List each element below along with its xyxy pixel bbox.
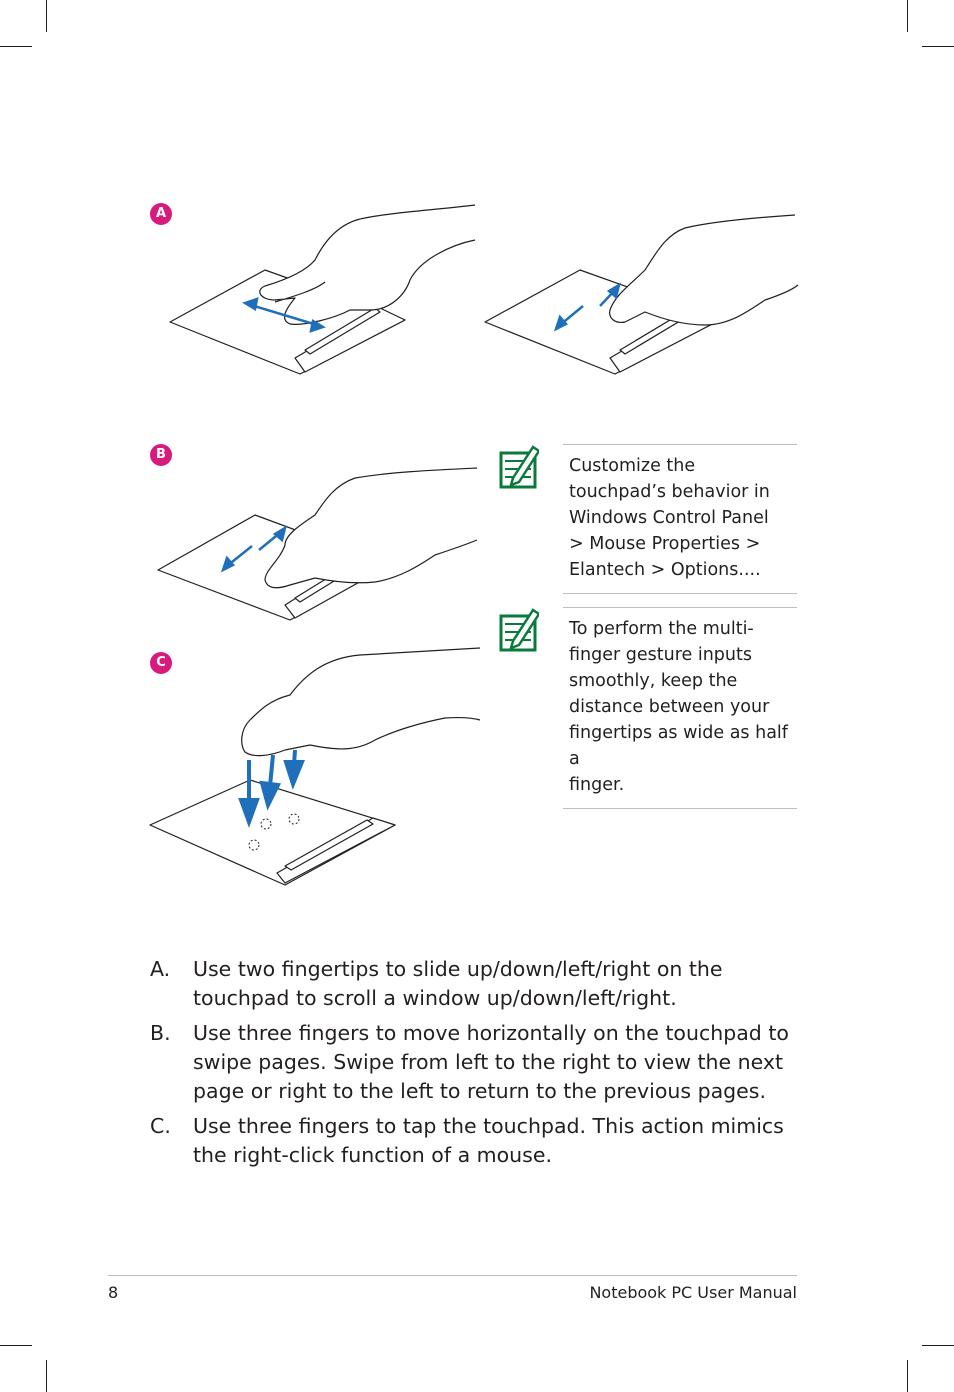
page-number: 8	[108, 1283, 119, 1302]
figure-label-b: B	[150, 444, 172, 466]
two-finger-horizontal-scroll-illustration	[165, 200, 485, 380]
step-letter: A.	[150, 957, 171, 981]
crop-mark	[922, 1345, 954, 1346]
step-letter: B.	[150, 1021, 171, 1045]
step-text: Use three fingers to move horizontally on the touchpad to swipe pages. Swipe from left to the right to view the next page or right to the left to return to the previous pages.	[193, 1021, 789, 1103]
crop-mark	[907, 0, 908, 32]
gesture-steps-list	[150, 955, 810, 1176]
step-letter: C.	[150, 1114, 171, 1138]
figure-label-a: A	[150, 203, 172, 225]
list-item	[150, 1019, 810, 1106]
figure-label-c: C	[150, 652, 172, 674]
note-pencil-icon	[499, 608, 539, 652]
crop-mark	[907, 1360, 908, 1392]
list-item	[150, 955, 810, 1013]
crop-mark	[46, 1360, 47, 1392]
step-text: Use three fingers to tap the touchpad. This action mimics the right-click function of a mouse.	[193, 1114, 784, 1167]
three-finger-swipe-illustration	[155, 460, 485, 625]
note-pencil-icon	[499, 445, 539, 489]
note-text: Customize the touchpad’s behavior in Windows Control Panel > Mouse Properties > Elantech > Options....	[569, 456, 770, 580]
crop-mark	[0, 46, 32, 47]
crop-mark	[0, 1345, 32, 1346]
crop-mark	[46, 0, 47, 32]
three-finger-tap-illustration	[145, 640, 485, 890]
list-item	[150, 1112, 810, 1170]
footer-title: Notebook PC User Manual	[589, 1283, 797, 1302]
step-text: Use two fingertips to slide up/down/left/right on the touchpad to scroll a window up/down/left/right.	[193, 957, 723, 1010]
footer-divider	[108, 1275, 797, 1276]
note-multi-finger-gesture	[563, 607, 797, 809]
note-customize-touchpad	[563, 444, 797, 594]
crop-mark	[922, 46, 954, 47]
note-text: To perform the multi- finger gesture inputs smoothly, keep the distance between your fingertips as wide as half a finger.	[569, 619, 788, 795]
two-finger-vertical-scroll-illustration	[480, 200, 800, 380]
